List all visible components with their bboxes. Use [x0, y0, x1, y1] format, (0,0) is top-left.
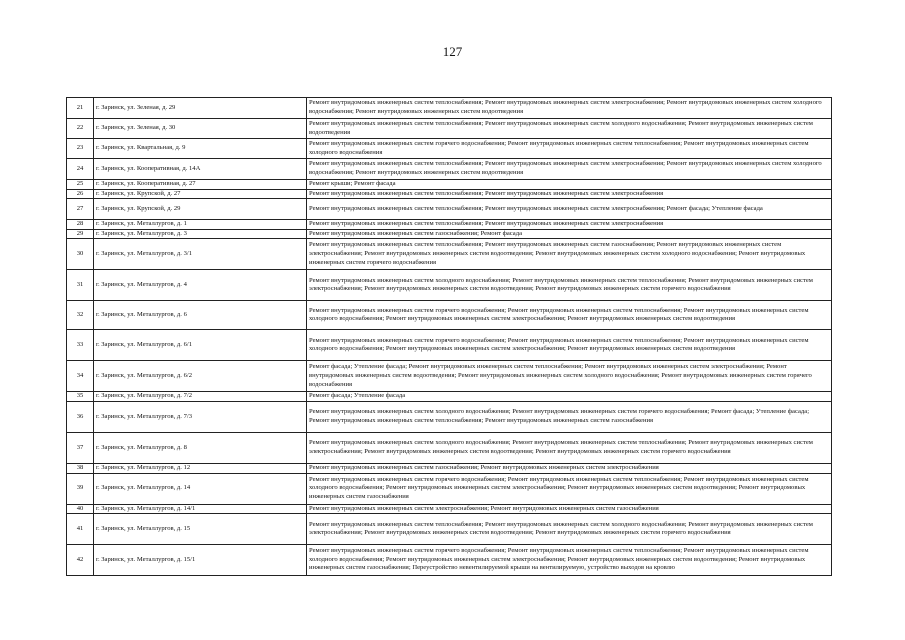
row-number: 33: [67, 330, 94, 361]
row-address: г. Заринск, ул. Кооперативная, д. 14А: [94, 159, 307, 180]
row-address: г. Заринск, ул. Металлургов, д. 8: [94, 432, 307, 463]
row-number: 23: [67, 139, 94, 159]
row-address: г. Заринск, ул. Крупской, д. 27: [94, 189, 307, 199]
row-address: г. Заринск, ул. Металлургов, д. 15: [94, 514, 307, 545]
row-number: 27: [67, 199, 94, 220]
row-address: г. Заринск, ул. Зеленая, д. 30: [94, 119, 307, 139]
row-works: Ремонт внутридомовых инженерных систем горячего водоснабжения; Ремонт внутридомовых инженерных систем теплоснабжения; Ремонт внутридомовых инженерных систем холодного водоснабжения; Ремонт внутридомовых инженерных систем электроснабжения; Ремонт внутридомовых инженерных систем водоотведения: [307, 301, 832, 330]
table-row: [67, 463, 832, 473]
row-address: г. Заринск, ул. Металлургов, д. 4: [94, 270, 307, 301]
row-number: 28: [67, 220, 94, 230]
row-number: 35: [67, 392, 94, 402]
table-row: [67, 239, 832, 270]
table-row: [67, 199, 832, 220]
table-row: [67, 473, 832, 504]
row-number: 36: [67, 401, 94, 432]
row-number: 42: [67, 545, 94, 576]
row-address: г. Заринск, ул. Кооперативная, д. 27: [94, 180, 307, 190]
row-works: Ремонт крыши; Ремонт фасада: [307, 180, 832, 190]
table-row: [67, 514, 832, 545]
row-number: 40: [67, 504, 94, 514]
row-address: г. Заринск, ул. Металлургов, д. 6/1: [94, 330, 307, 361]
row-address: г. Заринск, ул. Квартальная, д. 9: [94, 139, 307, 159]
row-number: 31: [67, 270, 94, 301]
row-number: 29: [67, 229, 94, 239]
table-row: [67, 270, 832, 301]
row-works: Ремонт внутридомовых инженерных систем электроснабжения; Ремонт внутридомовых инженерных систем газоснабжения: [307, 504, 832, 514]
table-row: [67, 180, 832, 190]
table-row: [67, 220, 832, 230]
table-body: [67, 98, 832, 576]
row-number: 24: [67, 159, 94, 180]
row-number: 21: [67, 98, 94, 119]
row-address: г. Заринск, ул. Металлургов, д. 12: [94, 463, 307, 473]
table-row: [67, 401, 832, 432]
table-row: [67, 432, 832, 463]
row-works: Ремонт внутридомовых инженерных систем горячего водоснабжения; Ремонт внутридомовых инженерных систем теплоснабжения; Ремонт внутридомовых инженерных систем холодного водоснабжения; Ремонт внутридомовых инженерных систем электроснабжения; Ремонт внутридомовых инженерных систем водоотведения; Ремонт внутридомовых инженерных систем газоснабжения: [307, 473, 832, 504]
row-works: Ремонт внутридомовых инженерных систем теплоснабжения; Ремонт внутридомовых инженерных систем электроснабжения: [307, 220, 832, 230]
row-number: 32: [67, 301, 94, 330]
row-address: г. Заринск, ул. Металлургов, д. 3/1: [94, 239, 307, 270]
row-address: г. Заринск, ул. Металлургов, д. 15/1: [94, 545, 307, 576]
page-number: 127: [442, 44, 463, 59]
table-row: [67, 229, 832, 239]
row-address: г. Заринск, ул. Металлургов, д. 14: [94, 473, 307, 504]
row-address: г. Заринск, ул. Металлургов, д. 7/2: [94, 392, 307, 402]
table-row: [67, 301, 832, 330]
row-works: Ремонт внутридомовых инженерных систем холодного водоснабжения; Ремонт внутридомовых инженерных систем теплоснабжения; Ремонт внутридомовых инженерных систем электроснабжения; Ремонт внутридомовых инженерных систем водоотведения; Ремонт внутридомовых инженерных систем горячего водоснабжения: [307, 432, 832, 463]
row-number: 37: [67, 432, 94, 463]
table-row: [67, 392, 832, 402]
row-works: Ремонт внутридомовых инженерных систем теплоснабжения; Ремонт внутридомовых инженерных систем холодного водоснабжения; Ремонт внутридомовых инженерных систем электроснабжения; Ремонт внутридомовых инженерных систем водоотведения; Ремонт внутридомовых инженерных систем горячего водоснабжения: [307, 514, 832, 545]
row-works: Ремонт внутридомовых инженерных систем теплоснабжения; Ремонт внутридомовых инженерных систем электроснабжения; Ремонт внутридомовых инженерных систем холодного водоснабжения; Ремонт внутридомовых инженерных систем водоотведения: [307, 98, 832, 119]
row-works: Ремонт внутридомовых инженерных систем горячего водоснабжения; Ремонт внутридомовых инженерных систем теплоснабжения; Ремонт внутридомовых инженерных систем холодного водоснабжения; Ремонт внутридомовых инженерных систем электроснабжения; Ремонт внутридомовых инженерных систем водоотведения; Ремонт внутридомовых инженерных систем газоснабжения; Переустройство невентилируемой крыши на вентилируемую, устройство выходов на кровлю: [307, 545, 832, 576]
table-row: [67, 159, 832, 180]
row-number: 34: [67, 361, 94, 392]
table-row: [67, 98, 832, 119]
row-works: Ремонт внутридомовых инженерных систем теплоснабжения; Ремонт внутридомовых инженерных систем электроснабжения: [307, 189, 832, 199]
row-address: г. Заринск, ул. Металлургов, д. 6: [94, 301, 307, 330]
row-address: г. Заринск, ул. Металлургов, д. 1: [94, 220, 307, 230]
table-row: [67, 545, 832, 576]
table-row: [67, 189, 832, 199]
row-works: Ремонт внутридомовых инженерных систем газоснабжения; Ремонт фасада: [307, 229, 832, 239]
row-works: Ремонт внутридомовых инженерных систем теплоснабжения; Ремонт внутридомовых инженерных систем электроснабжения; Ремонт внутридомовых инженерных систем холодного водоснабжения; Ремонт внутридомовых инженерных систем водоотведения: [307, 159, 832, 180]
row-number: 41: [67, 514, 94, 545]
row-address: г. Заринск, ул. Металлургов, д. 14/1: [94, 504, 307, 514]
row-address: г. Заринск, ул. Металлургов, д. 6/2: [94, 361, 307, 392]
table-row: [67, 504, 832, 514]
row-works: Ремонт внутридомовых инженерных систем горячего водоснабжения; Ремонт внутридомовых инженерных систем теплоснабжения; Ремонт внутридомовых инженерных систем холодного водоснабжения: [307, 139, 832, 159]
table-row: [67, 119, 832, 139]
row-address: г. Заринск, ул. Металлургов, д. 7/3: [94, 401, 307, 432]
row-number: 39: [67, 473, 94, 504]
repair-table: [66, 97, 832, 576]
row-works: Ремонт внутридомовых инженерных систем теплоснабжения; Ремонт внутридомовых инженерных систем газоснабжения; Ремонт внутридомовых инженерных систем электроснабжения; Ремонт внутридомовых инженерных систем водоотведения; Ремонт внутридомовых инженерных систем холодного водоснабжения; Ремонт внутридомовых инженерных систем горячего водоснабжения: [307, 239, 832, 270]
row-works: Ремонт внутридомовых инженерных систем теплоснабжения; Ремонт внутридомовых инженерных систем холодного водоснабжения; Ремонт внутридомовых инженерных систем водоотведения: [307, 119, 832, 139]
row-number: 30: [67, 239, 94, 270]
row-works: Ремонт внутридомовых инженерных систем теплоснабжения; Ремонт внутридомовых инженерных систем электроснабжения; Ремонт фасада; Утепление фасада: [307, 199, 832, 220]
row-number: 38: [67, 463, 94, 473]
row-number: 22: [67, 119, 94, 139]
row-works: Ремонт фасада; Утепление фасада: [307, 392, 832, 402]
table-row: [67, 330, 832, 361]
row-number: 26: [67, 189, 94, 199]
row-works: Ремонт внутридомовых инженерных систем горячего водоснабжения; Ремонт внутридомовых инженерных систем теплоснабжения; Ремонт внутридомовых инженерных систем холодного водоснабжения; Ремонт внутридомовых инженерных систем электроснабжения; Ремонт внутридомовых инженерных систем водоотведения: [307, 330, 832, 361]
row-address: г. Заринск, ул. Зеленая, д. 29: [94, 98, 307, 119]
row-address: г. Заринск, ул. Крупской, д. 29: [94, 199, 307, 220]
row-works: Ремонт внутридомовых инженерных систем газоснабжения; Ремонт внутридомовых инженерных систем электроснабжения: [307, 463, 832, 473]
row-address: г. Заринск, ул. Металлургов, д. 3: [94, 229, 307, 239]
table-row: [67, 139, 832, 159]
row-works: Ремонт фасада; Утепление фасада; Ремонт внутридомовых инженерных систем теплоснабжения; Ремонт внутридомовых инженерных систем электроснабжения; Ремонт внутридомовых инженерных систем водоотведения; Ремонт внутридомовых инженерных систем холодного водоснабжения; Ремонт внутридомовых инженерных систем горячего водоснабжения: [307, 361, 832, 392]
row-number: 25: [67, 180, 94, 190]
row-works: Ремонт внутридомовых инженерных систем холодного водоснабжения; Ремонт внутридомовых инженерных систем горячего водоснабжения; Ремонт фасада; Утепление фасада; Ремонт внутридомовых инженерных систем теплоснабжения; Ремонт внутридомовых инженерных систем газоснабжения: [307, 401, 832, 432]
table-row: [67, 361, 832, 392]
row-works: Ремонт внутридомовых инженерных систем холодного водоснабжения; Ремонт внутридомовых инженерных систем теплоснабжения; Ремонт внутридомовых инженерных систем электроснабжения; Ремонт внутридомовых инженерных систем водоотведения; Ремонт внутридомовых инженерных систем горячего водоснабжения: [307, 270, 832, 301]
